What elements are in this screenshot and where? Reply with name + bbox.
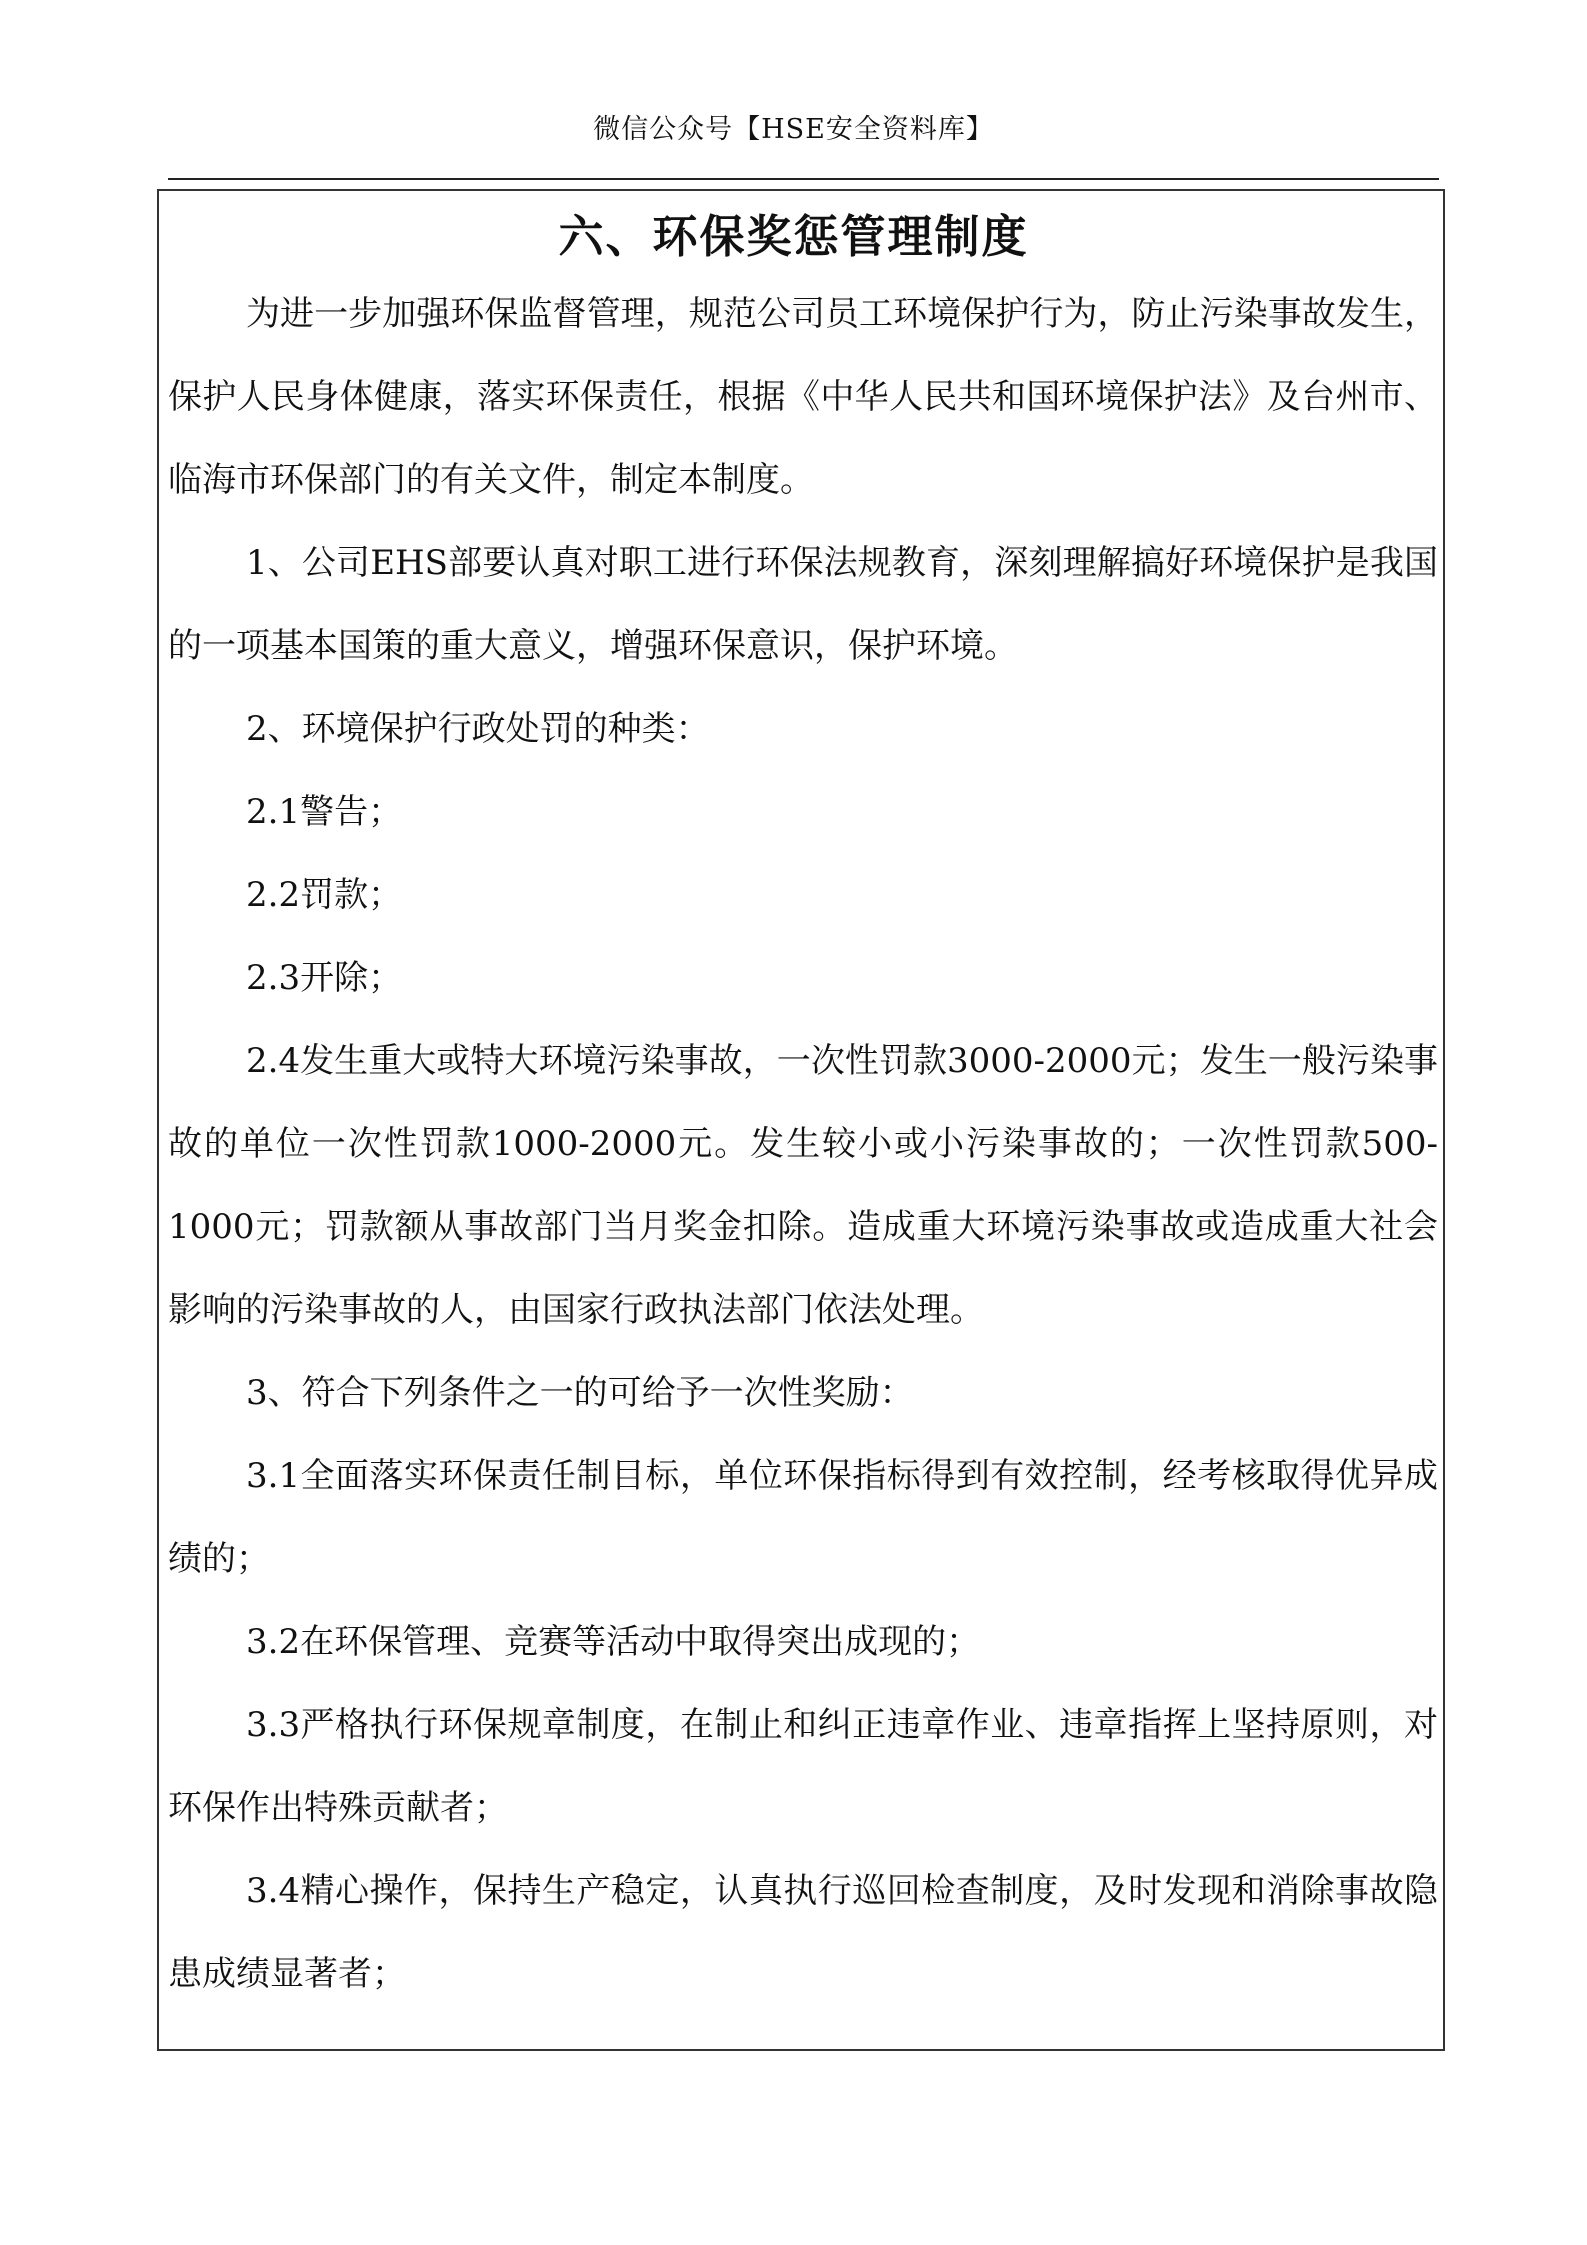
intro-paragraph: 为进一步加强环保监督管理，规范公司员工环境保护行为，防止污染事故发生，保护人民身体健康，落实环保责任，根据《中华人民共和国环境保护法》及台州市、临海市环保部门的有关文件，制定本制度。 bbox=[168, 294, 1438, 500]
clause-3-3: 3.3严格执行环保规章制度，在制止和纠正违章作业、违章指挥上坚持原则，对环保作出特殊贡献者； bbox=[168, 1705, 1438, 1828]
clause-3-4: 3.4精心操作，保持生产稳定，认真执行巡回检查制度，及时发现和消除事故隐患成绩显著者； bbox=[168, 1871, 1438, 1994]
clause-2-3: 2.3开除； bbox=[246, 958, 403, 998]
clause-3-heading: 3、符合下列条件之一的可给予一次性奖励： bbox=[246, 1373, 914, 1413]
clause-1: 1、公司EHS部要认真对职工进行环保法规教育，深刻理解搞好环境保护是我国的一项基本国策的重大意义，增强环保意识，保护环境。 bbox=[168, 543, 1438, 666]
document-title: 六、环保奖惩管理制度 bbox=[558, 210, 1029, 263]
clause-2-heading: 2、环境保护行政处罚的种类： bbox=[246, 709, 710, 749]
clause-2-2: 2.2罚款； bbox=[246, 875, 403, 915]
clause-3-2: 3.2在环保管理、竞赛等活动中取得突出成现的； bbox=[246, 1622, 981, 1662]
clause-2-4: 2.4发生重大或特大环境污染事故，一次性罚款3000-2000元；发生一般污染事故的单位一次性罚款1000-2000元。发生较小或小污染事故的；一次性罚款500-1000元；罚款额从事故部门当月奖金扣除。造成重大环境污染事故或造成重大社会影响的污染事故的人，由国家行政执法部门依法处理。 bbox=[168, 1041, 1438, 1330]
clause-2-1: 2.1警告； bbox=[246, 792, 403, 832]
page-header: 微信公众号【HSE安全资料库】 bbox=[593, 114, 994, 145]
header-divider bbox=[168, 178, 1439, 180]
clause-3-1: 3.1全面落实环保责任制目标，单位环保指标得到有效控制，经考核取得优异成绩的； bbox=[168, 1456, 1438, 1579]
